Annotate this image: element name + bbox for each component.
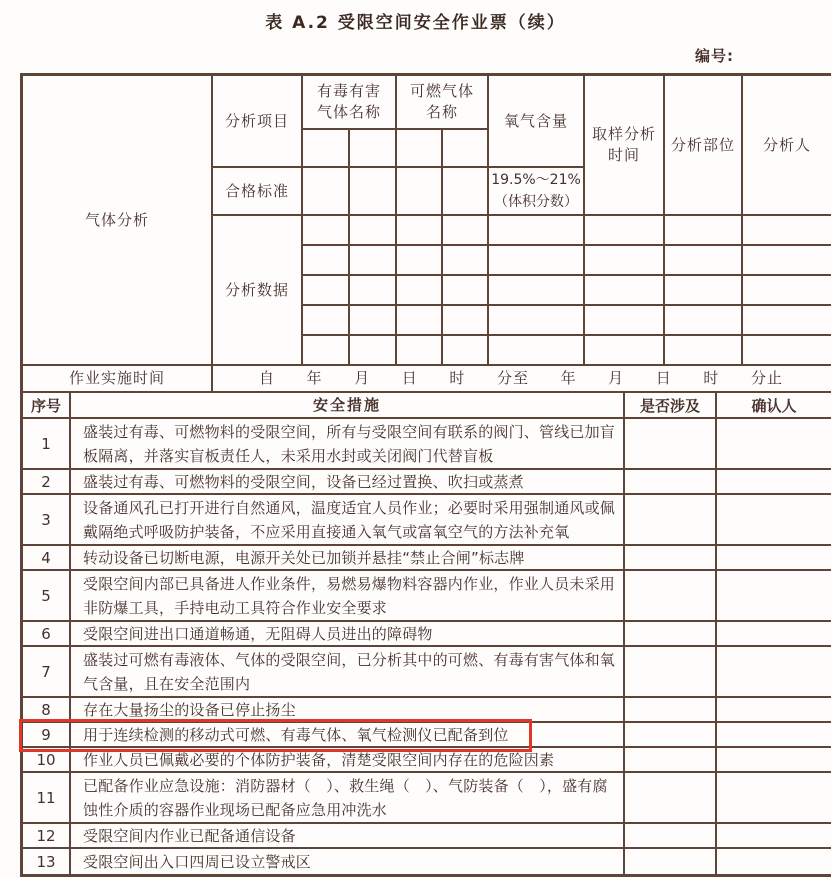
- work-time-part: 年: [306, 369, 323, 387]
- empty-cell: [743, 216, 831, 246]
- confirmer-cell: [717, 622, 831, 647]
- empty-cell: [397, 246, 443, 276]
- measure-row-6: [23, 622, 831, 647]
- empty-cell: [443, 216, 489, 246]
- empty-cell: [303, 306, 350, 336]
- confirmer-cell: [717, 470, 831, 495]
- sampling-time-line1: 取样分析: [591, 125, 656, 143]
- empty-cell: [397, 276, 443, 306]
- work-time-label: 作业实施时间: [23, 366, 213, 393]
- work-time-part: 月: [354, 369, 371, 387]
- involved-cell: [625, 849, 717, 874]
- measure-text: 作业人员已佩戴必要的个体防护装备，清楚受限空间内存在的危险因素: [71, 748, 625, 773]
- oxygen-content-header: 氧气含量: [489, 76, 585, 168]
- confirmer-cell: [717, 849, 831, 874]
- empty-cell: [303, 216, 350, 246]
- empty-cell: [489, 336, 585, 366]
- header-no: 序号: [23, 393, 71, 419]
- toxic-gas-name-header: [303, 76, 397, 130]
- work-time-part: 分止: [750, 369, 783, 387]
- sampling-time-line2: 时间: [607, 146, 640, 164]
- involved-cell: [625, 419, 717, 470]
- measure-no: 11: [23, 773, 71, 824]
- work-time-part: 分至: [496, 369, 529, 387]
- empty-cell: [665, 276, 743, 306]
- measure-text: 设备通风孔已打开进行自然通风，温度适宜人员作业；必要时采用强制通风或佩戴隔绝式呼吸防护装备，不应采用直接通入氧气或富氧空气的方法补充氧: [71, 495, 625, 546]
- measure-row-9-highlighted: [23, 723, 831, 748]
- permit-form-table: [20, 73, 831, 877]
- empty-cell: [397, 336, 443, 366]
- empty-cell: [665, 216, 743, 246]
- confirmer-cell: [717, 495, 831, 546]
- work-time-part: 日: [655, 369, 672, 387]
- qualified-standard-label: 合格标准: [213, 168, 303, 216]
- analysis-item-header: 分析项目: [213, 76, 303, 168]
- involved-cell: [625, 748, 717, 773]
- empty-cell: [743, 276, 831, 306]
- involved-cell: [625, 495, 717, 546]
- measure-no: 1: [23, 419, 71, 470]
- involved-cell: [625, 723, 717, 748]
- measure-no: 12: [23, 824, 71, 849]
- empty-cell: [303, 336, 350, 366]
- confirmer-cell: [717, 546, 831, 571]
- flammable-gas-name-line2: 名称: [425, 103, 458, 121]
- empty-cell: [665, 336, 743, 366]
- empty-cell: [443, 336, 489, 366]
- measure-row-4: [23, 546, 831, 571]
- work-time-part: 月: [608, 369, 625, 387]
- page-title: 表 A.2 受限空间安全作业票（续）: [265, 13, 566, 33]
- oxygen-standard-line2: （体积分数）: [494, 194, 578, 210]
- empty-cell: [665, 306, 743, 336]
- empty-cell: [665, 246, 743, 276]
- empty-cell: [303, 276, 350, 306]
- involved-cell: [625, 647, 717, 698]
- measure-text: 受限空间出入口四周已设立警戒区: [71, 849, 625, 874]
- work-time-part: 自: [259, 369, 276, 387]
- measure-text: 受限空间内部已具备进人作业条件，易燃易爆物料容器内作业，作业人员未采用非防爆工具，手持电动工具符合作业安全要求: [71, 571, 625, 622]
- measure-text: 盛装过有毒、可燃物料的受限空间，设备已经过置换、吹扫或蒸煮: [71, 470, 625, 495]
- measure-no: 2: [23, 470, 71, 495]
- empty-cell: [489, 246, 585, 276]
- flammable-gas-name-line1: 可燃气体: [409, 82, 474, 100]
- empty-cell: [585, 246, 665, 276]
- work-time-part: 年: [560, 369, 577, 387]
- empty-cell: [397, 306, 443, 336]
- confirmer-cell: [717, 748, 831, 773]
- measure-no: 4: [23, 546, 71, 571]
- involved-cell: [625, 824, 717, 849]
- flammable-gas-name-header: [397, 76, 489, 130]
- measure-no: 13: [23, 849, 71, 874]
- measure-text: 已配备作业应急设施：消防器材（ ）、救生绳（ ）、气防装备（ ），盛有腐蚀性介质的容器作业现场已配备应急用冲洗水: [71, 773, 625, 824]
- confirmer-cell: [717, 773, 831, 824]
- empty-cell: [743, 306, 831, 336]
- toxic-gas-name-line2: 气体名称: [316, 103, 381, 121]
- gas-analysis-section-label: 气体分析: [23, 76, 213, 366]
- empty-cell: [489, 276, 585, 306]
- empty-cell: [397, 168, 443, 216]
- involved-cell: [625, 773, 717, 824]
- empty-cell: [443, 276, 489, 306]
- measure-no: 5: [23, 571, 71, 622]
- involved-cell: [625, 546, 717, 571]
- measure-text: 受限空间进出口通道畅通，无阻碍人员进出的障碍物: [71, 622, 625, 647]
- measure-row-13: [23, 849, 831, 874]
- analyst-header: 分析人: [743, 76, 831, 216]
- empty-cell: [585, 306, 665, 336]
- measure-text: 盛装过可燃有毒液体、气体的受限空间，已分析其中的可燃、有毒有害气体和氧气含量，且在安全范围内: [71, 647, 625, 698]
- measure-row-8: [23, 698, 831, 723]
- measure-row-1: [23, 419, 831, 470]
- empty-cell: [443, 130, 489, 168]
- work-time-part: 日: [401, 369, 418, 387]
- empty-cell: [489, 216, 585, 246]
- empty-cell: [397, 130, 443, 168]
- measures-header-row: [23, 393, 831, 419]
- empty-cell: [743, 246, 831, 276]
- header-confirmer: 确认人: [717, 393, 831, 419]
- measure-text: 存在大量扬尘的设备已停止扬尘: [71, 698, 625, 723]
- empty-cell: [443, 306, 489, 336]
- measure-row-11: [23, 773, 831, 824]
- measure-row-2: [23, 470, 831, 495]
- work-time-part: 时: [449, 369, 466, 387]
- doc-number-label: 编号:: [695, 47, 734, 65]
- confirmer-cell: [717, 647, 831, 698]
- confirmer-cell: [717, 824, 831, 849]
- toxic-gas-name-line1: 有毒有害: [316, 82, 381, 100]
- involved-cell: [625, 698, 717, 723]
- work-time-part: 时: [703, 369, 720, 387]
- empty-cell: [350, 246, 397, 276]
- empty-cell: [350, 336, 397, 366]
- measure-no: 3: [23, 495, 71, 546]
- confirmer-cell: [717, 698, 831, 723]
- confirmer-cell: [717, 723, 831, 748]
- measure-no: 8: [23, 698, 71, 723]
- empty-cell: [350, 276, 397, 306]
- header-involved: 是否涉及: [625, 393, 717, 419]
- empty-cell: [585, 336, 665, 366]
- measure-text: 受限空间内作业已配备通信设备: [71, 824, 625, 849]
- measure-row-5: [23, 571, 831, 622]
- empty-cell: [397, 216, 443, 246]
- sampling-time-header: [585, 76, 665, 216]
- measure-no: 7: [23, 647, 71, 698]
- empty-cell: [303, 168, 350, 216]
- measure-no: 6: [23, 622, 71, 647]
- empty-cell: [350, 216, 397, 246]
- work-time-blanks: [213, 366, 831, 393]
- analysis-data-label: 分析数据: [213, 216, 303, 366]
- measure-row-3: [23, 495, 831, 546]
- measure-row-7: [23, 647, 831, 698]
- empty-cell: [489, 306, 585, 336]
- confirmer-cell: [717, 419, 831, 470]
- gas-analysis-grid: [23, 76, 831, 393]
- empty-cell: [350, 306, 397, 336]
- empty-cell: [743, 336, 831, 366]
- empty-cell: [585, 276, 665, 306]
- empty-cell: [585, 216, 665, 246]
- measure-text: 盛装过有毒、可燃物料的受限空间，所有与受限空间有联系的阀门、管线已加盲板隔离，并落实盲板责任人，未采用水封或关闭阀门代替盲板: [71, 419, 625, 470]
- measure-row-12: [23, 824, 831, 849]
- measure-text: 转动设备已切断电源，电源开关处已加锁并悬挂“禁止合闸”标志牌: [71, 546, 625, 571]
- confirmer-cell: [717, 571, 831, 622]
- measure-text: 用于连续检测的移动式可燃、有毒气体、氧气检测仪已配备到位: [71, 723, 625, 748]
- safety-measures-table: [23, 393, 831, 874]
- empty-cell: [303, 130, 350, 168]
- involved-cell: [625, 571, 717, 622]
- empty-cell: [350, 130, 397, 168]
- oxygen-standard-value: [489, 168, 585, 216]
- involved-cell: [625, 470, 717, 495]
- analysis-location-header: 分析部位: [665, 76, 743, 216]
- empty-cell: [443, 168, 489, 216]
- header-measure: 安全措施: [71, 393, 625, 419]
- measure-row-10: [23, 748, 831, 773]
- involved-cell: [625, 622, 717, 647]
- empty-cell: [350, 168, 397, 216]
- measure-no: 9: [23, 723, 71, 748]
- empty-cell: [443, 246, 489, 276]
- measure-no: 10: [23, 748, 71, 773]
- oxygen-standard-line1: 19.5%～21%: [491, 172, 581, 188]
- empty-cell: [303, 246, 350, 276]
